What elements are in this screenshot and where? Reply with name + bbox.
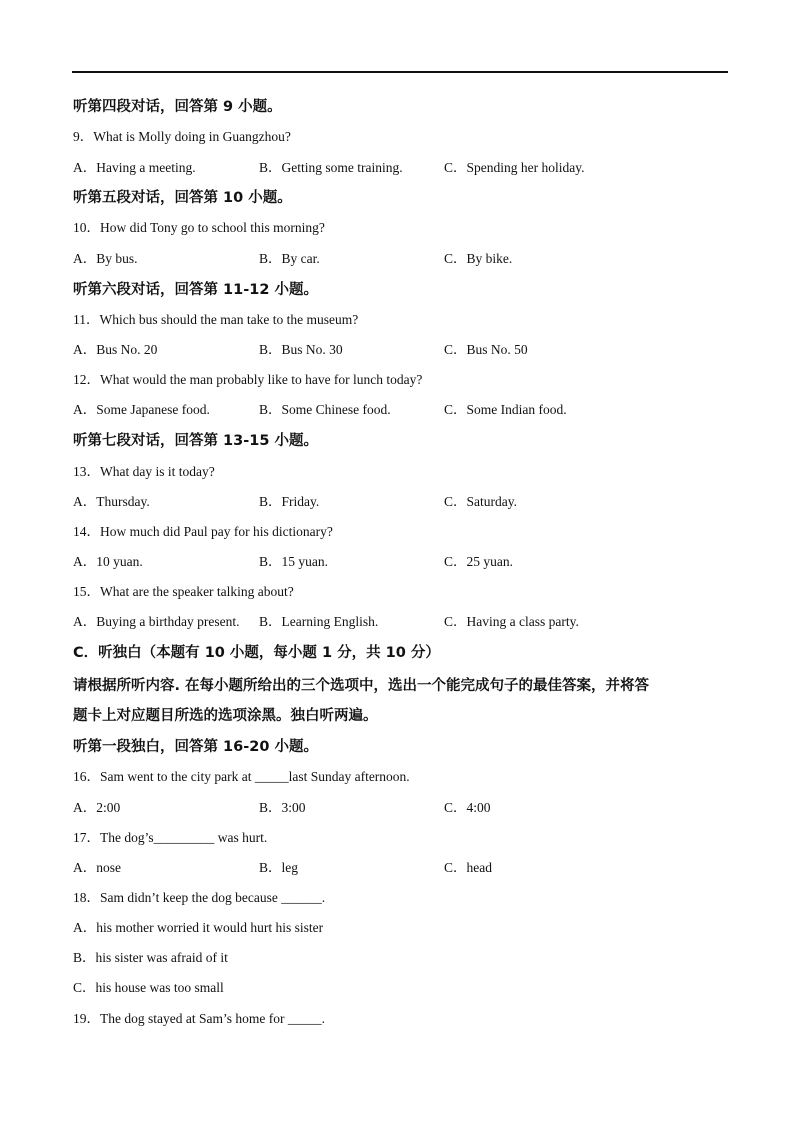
question-11-option-b: B．Bus No. 30 (259, 342, 343, 357)
section-7-heading: 听第七段对话，回答第 13-15 小题。 (73, 433, 318, 449)
question-18-option-a: A．his mother worried it would hurt his sister (73, 920, 324, 935)
question-10-option-b: B．By car. (259, 251, 320, 266)
question-18-option-c: C．his house was too small (73, 980, 224, 995)
question-15-stem: 15．What are the speaker talking about? (73, 584, 294, 599)
question-11-stem: 11．Which bus should the man take to the museum? (73, 312, 359, 327)
monologue-1-heading: 听第一段独白，回答第 16-20 小题。 (73, 739, 318, 755)
part-c-heading: C．听独白（本题有 10 小题，每小题 1 分，共 10 分） (73, 645, 440, 661)
question-17-option-a: A．nose (73, 860, 121, 875)
question-14-option-c: C．25 yuan. (444, 554, 513, 569)
question-17-option-c: C．head (444, 860, 492, 875)
question-11-option-a: A．Bus No. 20 (73, 342, 158, 357)
question-13-option-c: C．Saturday. (444, 494, 517, 509)
question-9-stem: 9．What is Molly doing in Guangzhou? (73, 129, 291, 144)
part-c-instruction-line-2: 题卡上对应题目所选的选项涂黑。独白听两遍。 (73, 708, 378, 724)
question-16-stem: 16．Sam went to the city park at _____last Sunday afternoon. (73, 769, 410, 784)
question-18-stem: 18．Sam didn’t keep the dog because ______. (73, 890, 326, 905)
section-5-heading: 听第五段对话，回答第 10 小题。 (73, 190, 292, 206)
section-4-heading: 听第四段对话，回答第 9 小题。 (73, 99, 282, 115)
question-12-option-a: A．Some Japanese food. (73, 402, 210, 417)
question-11-option-c: C．Bus No. 50 (444, 342, 528, 357)
question-10-option-c: C．By bike. (444, 251, 513, 266)
question-10-stem: 10．How did Tony go to school this morning? (73, 220, 325, 235)
question-9-option-a: A．Having a meeting. (73, 160, 196, 175)
question-13-stem: 13．What day is it today? (73, 464, 215, 479)
question-9-option-b: B．Getting some training. (259, 160, 403, 175)
question-14-option-a: A．10 yuan. (73, 554, 143, 569)
section-6-heading: 听第六段对话，回答第 11-12 小题。 (73, 282, 318, 298)
question-15-option-b: B．Learning English. (259, 614, 379, 629)
question-13-option-b: B．Friday. (259, 494, 320, 509)
question-12-stem: 12．What would the man probably like to have for lunch today? (73, 372, 423, 387)
question-19-stem: 19．The dog stayed at Sam’s home for _____. (73, 1011, 325, 1026)
question-16-option-c: C．4:00 (444, 800, 491, 815)
question-12-option-b: B．Some Chinese food. (259, 402, 391, 417)
question-9-option-c: C．Spending her holiday. (444, 160, 585, 175)
question-16-option-a: A．2:00 (73, 800, 121, 815)
question-15-option-c: C．Having a class party. (444, 614, 579, 629)
question-13-option-a: A．Thursday. (73, 494, 150, 509)
question-10-option-a: A．By bus. (73, 251, 138, 266)
part-c-instruction-line-1: 请根据所听内容. 在每小题所给出的三个选项中，选出一个能完成句子的最佳答案，并将答 (73, 678, 650, 694)
question-16-option-b: B．3:00 (259, 800, 306, 815)
question-12-option-c: C．Some Indian food. (444, 402, 567, 417)
question-14-option-b: B．15 yuan. (259, 554, 328, 569)
header-rule (72, 71, 728, 73)
question-17-option-b: B．leg (259, 860, 298, 875)
question-14-stem: 14．How much did Paul pay for his dictionary? (73, 524, 333, 539)
question-17-stem: 17．The dog’s_________ was hurt. (73, 830, 268, 845)
question-15-option-a: A．Buying a birthday present. (73, 614, 240, 629)
question-18-option-b: B．his sister was afraid of it (73, 950, 228, 965)
